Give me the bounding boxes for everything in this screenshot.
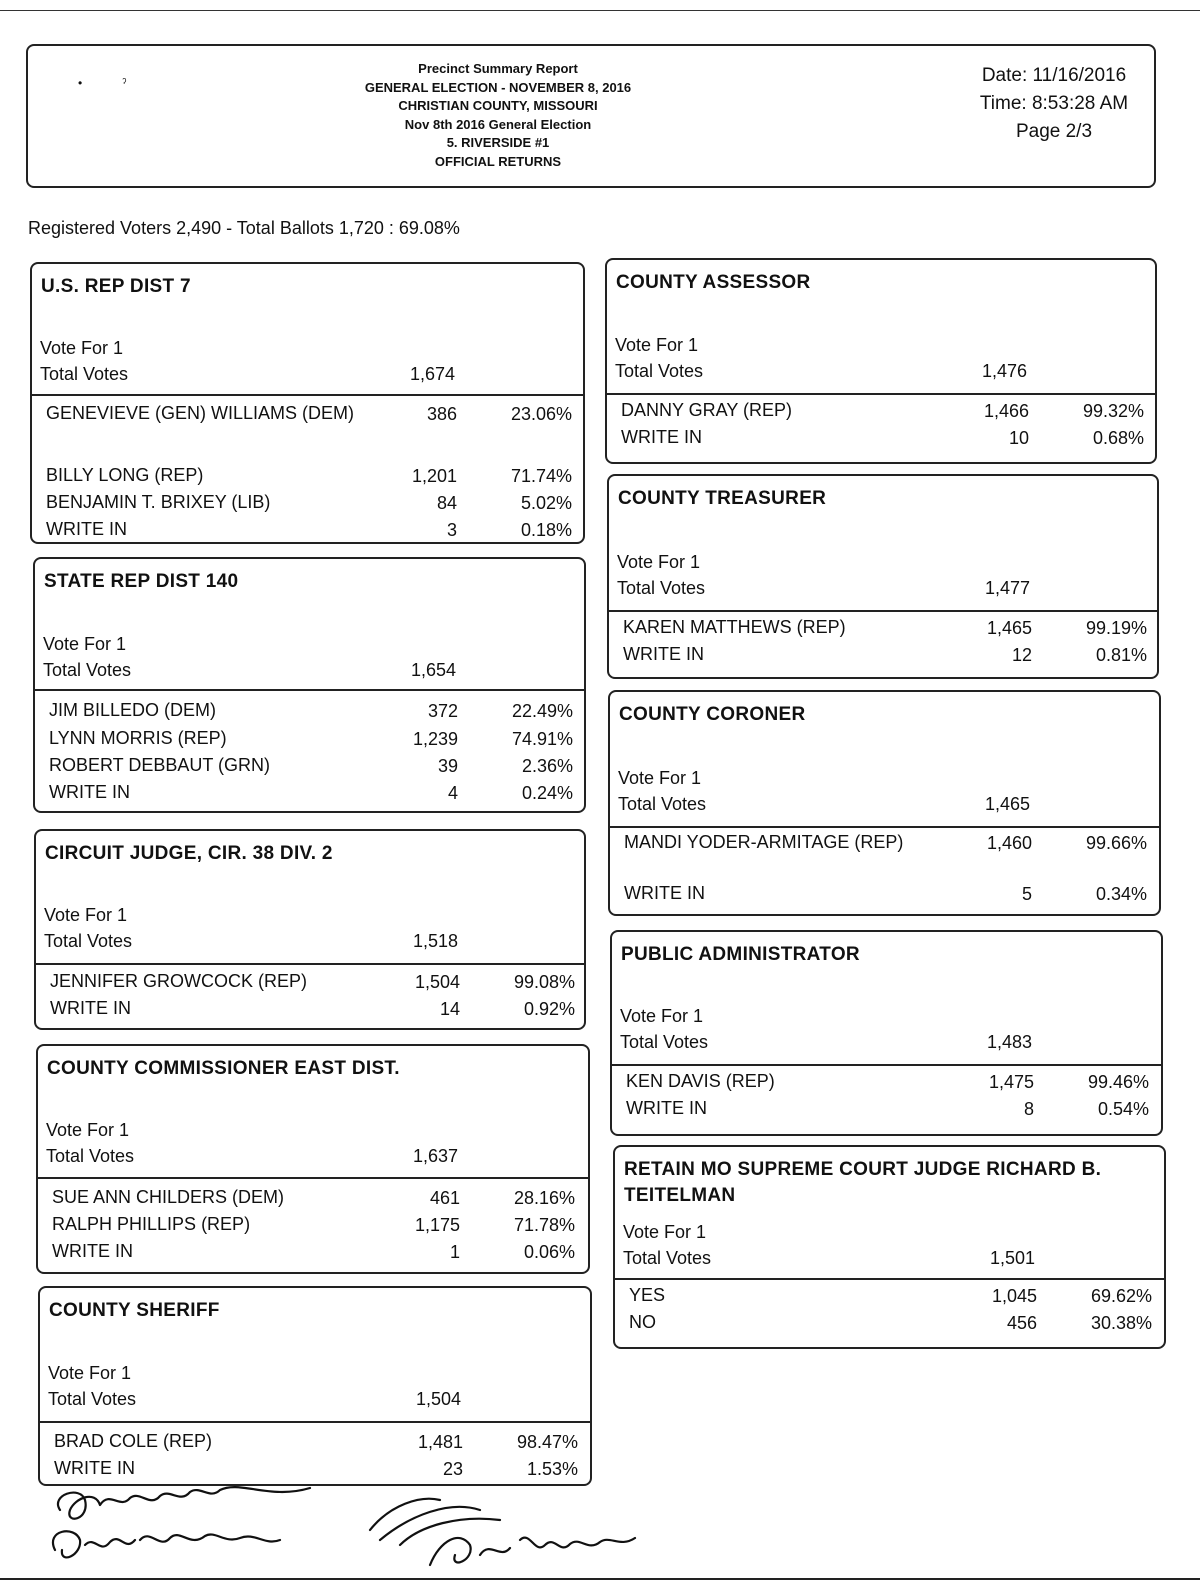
candidate-percent: 99.66% (1085, 833, 1147, 853)
candidate-name: WRITE IN (621, 427, 702, 447)
candidate-percent: 0.92% (523, 999, 575, 1019)
candidate-votes: 23 (442, 1459, 463, 1479)
vote-for-label: Vote For 1 (46, 1120, 130, 1140)
candidate-votes: 1,466 (983, 401, 1029, 421)
contest-divider (40, 1421, 590, 1423)
candidate-percent: 0.06% (523, 1242, 575, 1262)
candidate-name: WRITE IN (46, 519, 127, 539)
candidate-name: BRAD COLE (REP) (54, 1431, 213, 1451)
report-date: Date: 11/16/2016 (981, 65, 1127, 86)
candidate-percent: 0.54% (1097, 1099, 1149, 1119)
total-votes-label: Total Votes (615, 361, 704, 381)
candidate-percent: 0.24% (521, 783, 573, 803)
signatures-icon (40, 1470, 660, 1580)
contest-box (34, 829, 586, 1030)
candidate-percent: 98.47% (516, 1432, 578, 1452)
candidate-name: BENJAMIN T. BRIXEY (LIB) (46, 492, 271, 512)
election-name: GENERAL ELECTION - NOVEMBER 8, 2016 (364, 79, 632, 95)
contest-box (36, 1044, 590, 1274)
candidate-percent: 0.81% (1095, 645, 1147, 665)
county-name: CHRISTIAN COUNTY, MISSOURI (398, 98, 598, 113)
candidate-votes: 456 (1006, 1313, 1037, 1333)
candidate-votes: 1,504 (414, 972, 460, 992)
total-votes-label: Total Votes (617, 578, 706, 598)
total-votes-label: Total Votes (48, 1389, 137, 1409)
candidate-percent: 71.74% (510, 466, 572, 486)
candidate-votes: 1,239 (412, 729, 458, 749)
bottom-rule (0, 1578, 1200, 1580)
total-votes-value: 1,637 (412, 1146, 458, 1166)
candidate-percent: 0.68% (1092, 428, 1144, 448)
precinct-name: 5. RIVERSIDE #1 (446, 135, 550, 150)
candidate-votes: 1,460 (986, 833, 1032, 853)
total-votes-label: Total Votes (620, 1032, 709, 1052)
report-title-block (328, 60, 668, 171)
contest-divider (36, 963, 584, 965)
contest-title: COUNTY SHERIFF (49, 1300, 220, 1321)
candidate-votes: 3 (446, 520, 457, 540)
candidate-percent: 99.32% (1082, 401, 1144, 421)
vote-for-label: Vote For 1 (620, 1006, 704, 1026)
candidate-percent: 99.08% (513, 972, 575, 992)
candidate-votes: 10 (1008, 428, 1029, 448)
contest-divider (32, 394, 583, 396)
scan-speck-icon: • ˀ (78, 76, 127, 90)
candidate-name: SUE ANN CHILDERS (DEM) (52, 1187, 285, 1207)
vote-for-label: Vote For 1 (617, 552, 701, 572)
candidate-percent: 69.62% (1090, 1286, 1152, 1306)
candidate-votes: 1,475 (988, 1072, 1034, 1092)
contest-title: COUNTY CORONER (619, 704, 806, 725)
candidate-name: WRITE IN (54, 1458, 135, 1478)
total-votes-label: Total Votes (46, 1146, 135, 1166)
candidate-name: WRITE IN (52, 1241, 133, 1261)
candidate-percent: 5.02% (520, 493, 572, 513)
candidate-votes: 372 (427, 701, 458, 721)
candidate-percent: 74.91% (511, 729, 573, 749)
vote-for-label: Vote For 1 (615, 335, 699, 355)
candidate-votes: 84 (436, 493, 457, 513)
candidate-votes: 1,201 (411, 466, 457, 486)
report-meta (964, 62, 1144, 146)
contest-title: RETAIN MO SUPREME COURT JUDGE RICHARD B. TEITELMAN (624, 1159, 1102, 1206)
candidate-name: YES (629, 1285, 666, 1305)
contest-divider (609, 610, 1157, 612)
vote-for-label: Vote For 1 (623, 1222, 707, 1242)
contest-box (33, 557, 586, 813)
vote-for-label: Vote For 1 (48, 1363, 132, 1383)
candidate-name: KEN DAVIS (REP) (626, 1071, 775, 1091)
total-votes-value: 1,674 (409, 364, 455, 384)
candidate-votes: 1 (449, 1242, 460, 1262)
contest-box (608, 690, 1161, 916)
vote-for-label: Vote For 1 (44, 905, 128, 925)
candidate-votes: 5 (1021, 884, 1032, 904)
top-rule (0, 10, 1200, 11)
report-title: Precinct Summary Report (418, 61, 578, 76)
candidate-percent: 23.06% (510, 404, 572, 424)
contest-title: COUNTY COMMISSIONER EAST DIST. (47, 1058, 400, 1079)
candidate-name: LYNN MORRIS (REP) (49, 728, 227, 748)
candidate-name: RALPH PHILLIPS (REP) (52, 1214, 251, 1234)
contest-title: STATE REP DIST 140 (44, 571, 239, 592)
total-votes-value: 1,504 (415, 1389, 461, 1409)
candidate-votes: 39 (437, 756, 458, 776)
contest-box (38, 1286, 592, 1486)
contest-divider (610, 826, 1159, 828)
total-votes-label: Total Votes (44, 931, 133, 951)
contest-title: CIRCUIT JUDGE, CIR. 38 DIV. 2 (45, 843, 333, 864)
contest-divider (38, 1177, 588, 1179)
candidate-percent: 30.38% (1090, 1313, 1152, 1333)
candidate-votes: 1,481 (417, 1432, 463, 1452)
candidate-name: WRITE IN (50, 998, 131, 1018)
candidate-name: NO (629, 1312, 656, 1332)
total-votes-label: Total Votes (623, 1248, 712, 1268)
contest-divider (615, 1278, 1164, 1280)
contest-box (605, 258, 1157, 464)
candidate-votes: 1,045 (991, 1286, 1037, 1306)
candidate-votes: 386 (426, 404, 457, 424)
candidate-name: MANDI YODER-ARMITAGE (REP) (624, 832, 904, 852)
election-label: Nov 8th 2016 General Election (404, 116, 592, 132)
contest-box (613, 1145, 1166, 1349)
total-votes-value: 1,518 (412, 931, 458, 951)
candidate-votes: 14 (439, 999, 460, 1019)
candidate-name: WRITE IN (626, 1098, 707, 1118)
vote-for-label: Vote For 1 (40, 338, 124, 358)
contest-divider (607, 393, 1155, 395)
total-votes-value: 1,501 (989, 1248, 1035, 1268)
vote-for-label: Vote For 1 (43, 634, 127, 654)
candidate-name: BILLY LONG (REP) (46, 465, 204, 485)
returns-status: OFFICIAL RETURNS (434, 153, 562, 169)
total-votes-value: 1,477 (984, 578, 1030, 598)
total-votes-value: 1,476 (981, 361, 1027, 381)
candidate-name: WRITE IN (49, 782, 130, 802)
candidate-name: ROBERT DEBBAUT (GRN) (49, 755, 271, 775)
candidate-votes: 461 (429, 1188, 460, 1208)
page-number: Page 2/3 (1015, 121, 1093, 142)
total-votes-value: 1,483 (986, 1032, 1032, 1052)
candidate-name: JIM BILLEDO (DEM) (49, 700, 217, 720)
total-votes-value: 1,465 (984, 794, 1030, 814)
contest-divider (612, 1064, 1161, 1066)
candidate-votes: 1,175 (414, 1215, 460, 1235)
candidate-percent: 28.16% (513, 1188, 575, 1208)
candidate-percent: 1.53% (526, 1459, 578, 1479)
candidate-percent: 71.78% (513, 1215, 575, 1235)
total-votes-value: 1,654 (410, 660, 456, 680)
contest-box (30, 262, 585, 544)
candidate-name: KAREN MATTHEWS (REP) (623, 617, 846, 637)
candidate-votes: 4 (447, 783, 458, 803)
total-votes-label: Total Votes (40, 364, 129, 384)
vote-for-label: Vote For 1 (618, 768, 702, 788)
registered-voters-summary: Registered Voters 2,490 - Total Ballots 1,720 : 69.08% (28, 218, 460, 238)
candidate-percent: 99.46% (1087, 1072, 1149, 1092)
total-votes-label: Total Votes (618, 794, 707, 814)
candidate-percent: 0.18% (520, 520, 572, 540)
candidate-percent: 22.49% (511, 701, 573, 721)
total-votes-label: Total Votes (43, 660, 132, 680)
candidate-name: WRITE IN (623, 644, 704, 664)
candidate-votes: 1,465 (986, 618, 1032, 638)
report-time: Time: 8:53:28 AM (979, 93, 1129, 114)
contest-box (610, 930, 1163, 1136)
candidate-votes: 8 (1023, 1099, 1034, 1119)
contest-title: COUNTY ASSESSOR (616, 272, 811, 293)
candidate-percent: 99.19% (1085, 618, 1147, 638)
contest-title: COUNTY TREASURER (618, 488, 827, 509)
candidate-name: JENNIFER GROWCOCK (REP) (50, 971, 308, 991)
contest-title: PUBLIC ADMINISTRATOR (621, 944, 860, 965)
contest-divider (35, 689, 584, 691)
contest-title: U.S. REP DIST 7 (41, 276, 191, 297)
candidate-name: WRITE IN (624, 883, 705, 903)
candidate-name: GENEVIEVE (GEN) WILLIAMS (DEM) (46, 403, 355, 423)
candidate-name: DANNY GRAY (REP) (621, 400, 793, 420)
candidate-votes: 12 (1011, 645, 1032, 665)
candidate-percent: 0.34% (1095, 884, 1147, 904)
contest-box (607, 474, 1159, 679)
report-header (26, 44, 1156, 188)
candidate-percent: 2.36% (521, 756, 573, 776)
